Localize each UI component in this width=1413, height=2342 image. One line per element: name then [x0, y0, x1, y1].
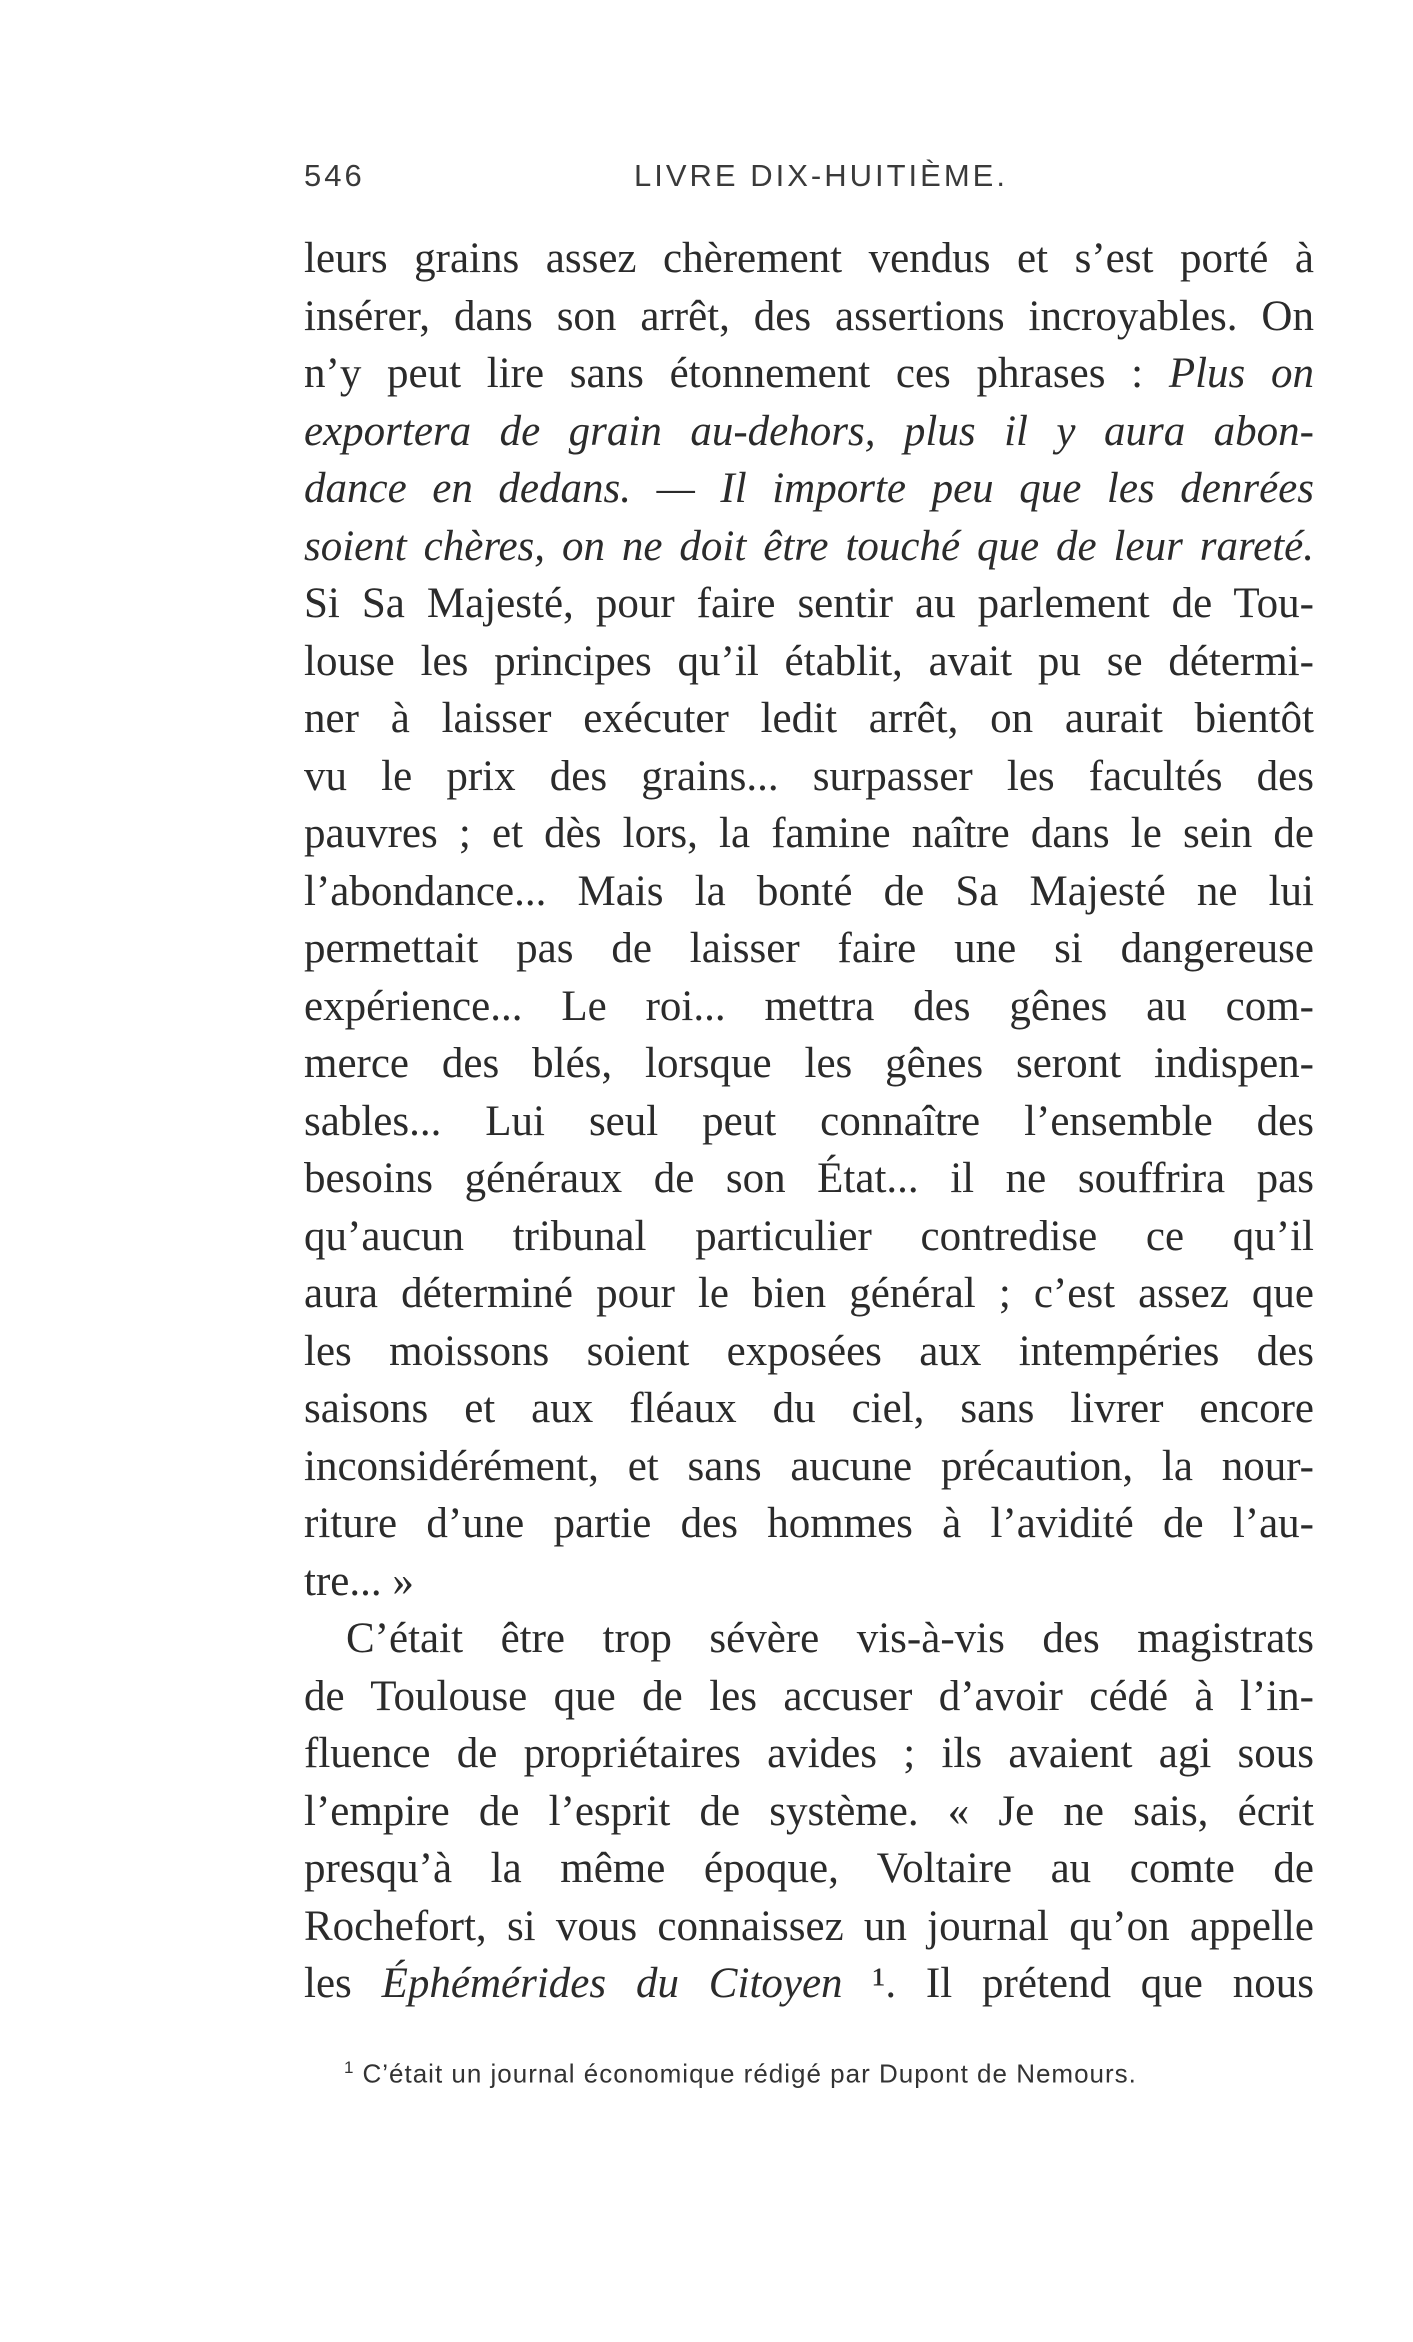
text-line: aura déterminé pour le bien général ; c’est assez que [304, 1270, 1314, 1317]
text-line: exportera de grain au-dehors, plus il y aura abon- [304, 407, 1314, 455]
text-line: presqu’à la même époque, Voltaire au comte de [304, 1845, 1314, 1892]
text-segment: . Il prétend que nous [885, 1960, 1314, 2007]
text-line: inconsidérément, et sans aucune précaution, la nour- [304, 1442, 1314, 1490]
text-line: dance en dedans. — Il importe peu que les denrées [304, 465, 1314, 512]
page-number: 546 [304, 158, 365, 193]
text-line: leurs grains assez chèrement vendus et s’est porté à [304, 235, 1314, 282]
text-line: Rochefort, si vous connaissez un journal qu’on appelle [304, 1902, 1314, 1950]
text-line: les moissons soient exposées aux intempéries des [304, 1327, 1314, 1375]
text-line: saisons et aux fléaux du ciel, sans livrer encore [304, 1385, 1314, 1432]
italic-segment: Plus on [1168, 350, 1314, 397]
text-segment: les [304, 1960, 382, 2007]
text-line: merce des blés, lorsque les gênes seront indispen- [304, 1040, 1314, 1087]
text-line: expérience... Le roi... mettra des gênes au com- [304, 982, 1314, 1030]
text-line: soient chères, on ne doit être touché que de leur rareté. [304, 522, 1314, 570]
text-line: sables... Lui seul peut connaître l’ensemble des [304, 1097, 1314, 1145]
text-line: Si Sa Majesté, pour faire sentir au parlement de Tou- [304, 580, 1314, 627]
text-line: qu’aucun tribunal particulier contredise ce qu’il [304, 1212, 1314, 1260]
text-line: l’abondance... Mais la bonté de Sa Majesté ne lui [304, 867, 1314, 915]
text-line: C’était être trop sévère vis-à-vis des magistrats [346, 1615, 1314, 1662]
footnote-reference: ¹ [842, 1960, 886, 2007]
text-line [304, 345, 1314, 403]
text-segment: n’y peut lire sans étonnement ces phrases : [304, 350, 1169, 397]
text-line: permettait pas de laisser faire une si dangereuse [304, 925, 1314, 972]
text-line: insérer, dans son arrêt, des assertions incroyables. On [304, 292, 1314, 340]
main-text [304, 230, 1314, 2013]
footnote-text: C’était un journal économique rédigé par Dupont de Nemours. [362, 2058, 1137, 2089]
text-line: fluence de propriétaires avides ; ils avaient agi sous [304, 1730, 1314, 1777]
text-line: vu le prix des grains... surpasser les facultés des [304, 752, 1314, 800]
footnote-marker: 1 [344, 2058, 355, 2077]
text-line: tre... » [304, 1557, 414, 1605]
chapter-title: LIVRE DIX-HUITIÈME. [634, 158, 1008, 193]
text-line: l’empire de l’esprit de système. « Je ne sais, écrit [304, 1787, 1314, 1835]
running-head [304, 158, 1314, 208]
text-line: riture d’une partie des hommes à l’avidité de l’au- [304, 1500, 1314, 1547]
text-line: pauvres ; et dès lors, la famine naître dans le sein de [304, 810, 1314, 857]
text-line: de Toulouse que de les accuser d’avoir cédé à l’in- [304, 1672, 1314, 1720]
italic-segment: Éphémérides du Citoyen [381, 1960, 843, 2007]
footnote [344, 2058, 1244, 2090]
text-line: louse les principes qu’il établit, avait pu se détermi- [304, 637, 1314, 685]
text-line: besoins généraux de son État... il ne souffrira pas [304, 1155, 1314, 1202]
text-line [304, 1955, 1314, 2013]
text-line: ner à laisser exécuter ledit arrêt, on aurait bientôt [304, 695, 1314, 742]
